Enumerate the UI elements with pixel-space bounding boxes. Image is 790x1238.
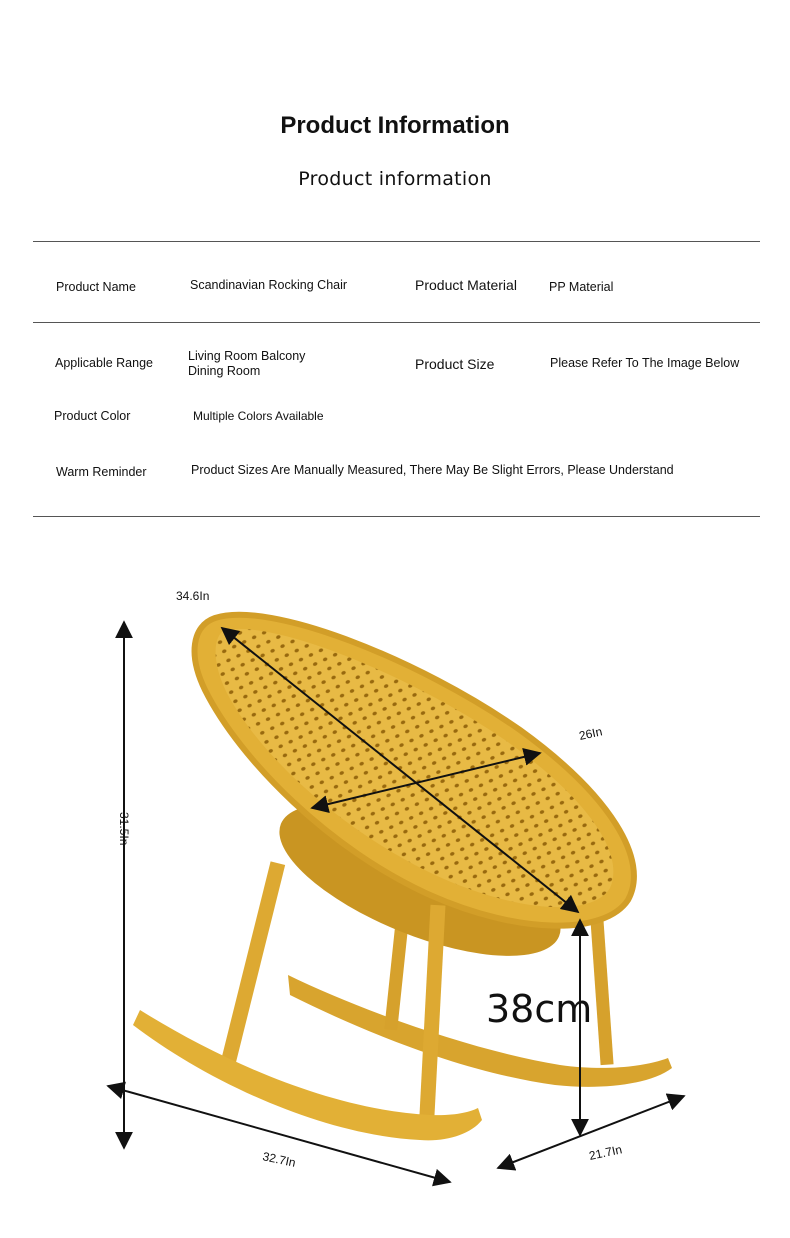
- back-left-leg: [384, 925, 408, 1031]
- diagonal-label: 34.6In: [176, 589, 210, 603]
- depth-label: 21.7In: [587, 1142, 624, 1163]
- length-label: 32.7In: [261, 1149, 297, 1170]
- back-right-leg: [589, 905, 613, 1066]
- product-name-label: Product Name: [56, 280, 136, 294]
- seat-height-label: 38cm: [486, 987, 593, 1031]
- product-color-value: Multiple Colors Available: [193, 409, 324, 423]
- product-name-value: Scandinavian Rocking Chair: [190, 278, 348, 292]
- bottom-divider: [33, 516, 760, 517]
- back-rocker: [288, 975, 672, 1087]
- warm-reminder-label: Warm Reminder: [56, 465, 147, 479]
- applicable-range-label: Applicable Range: [55, 356, 153, 370]
- warm-reminder-value: Product Sizes Are Manually Measured, There May Be Slight Errors, Please Understand: [191, 463, 674, 477]
- product-material-value: PP Material: [549, 280, 614, 294]
- page-title: Product Information: [280, 112, 510, 139]
- product-size-label: Product Size: [415, 356, 495, 372]
- middle-divider: [33, 322, 760, 323]
- applicable-range-value-line1: Living Room Balcony: [188, 349, 306, 363]
- applicable-range-value-line2: Dining Room: [188, 364, 261, 378]
- seat-width-label: 26In: [577, 724, 604, 743]
- product-size-value: Please Refer To The Image Below: [550, 356, 740, 370]
- height-label: 31.5In: [117, 812, 131, 846]
- chair-illustration: [133, 615, 672, 1141]
- product-color-label: Product Color: [54, 409, 131, 423]
- chair-dimension-diagram: [0, 540, 790, 1233]
- product-material-label: Product Material: [415, 277, 517, 293]
- page-subtitle: Product information: [298, 168, 492, 190]
- top-divider: [33, 241, 760, 242]
- front-left-leg: [220, 861, 285, 1068]
